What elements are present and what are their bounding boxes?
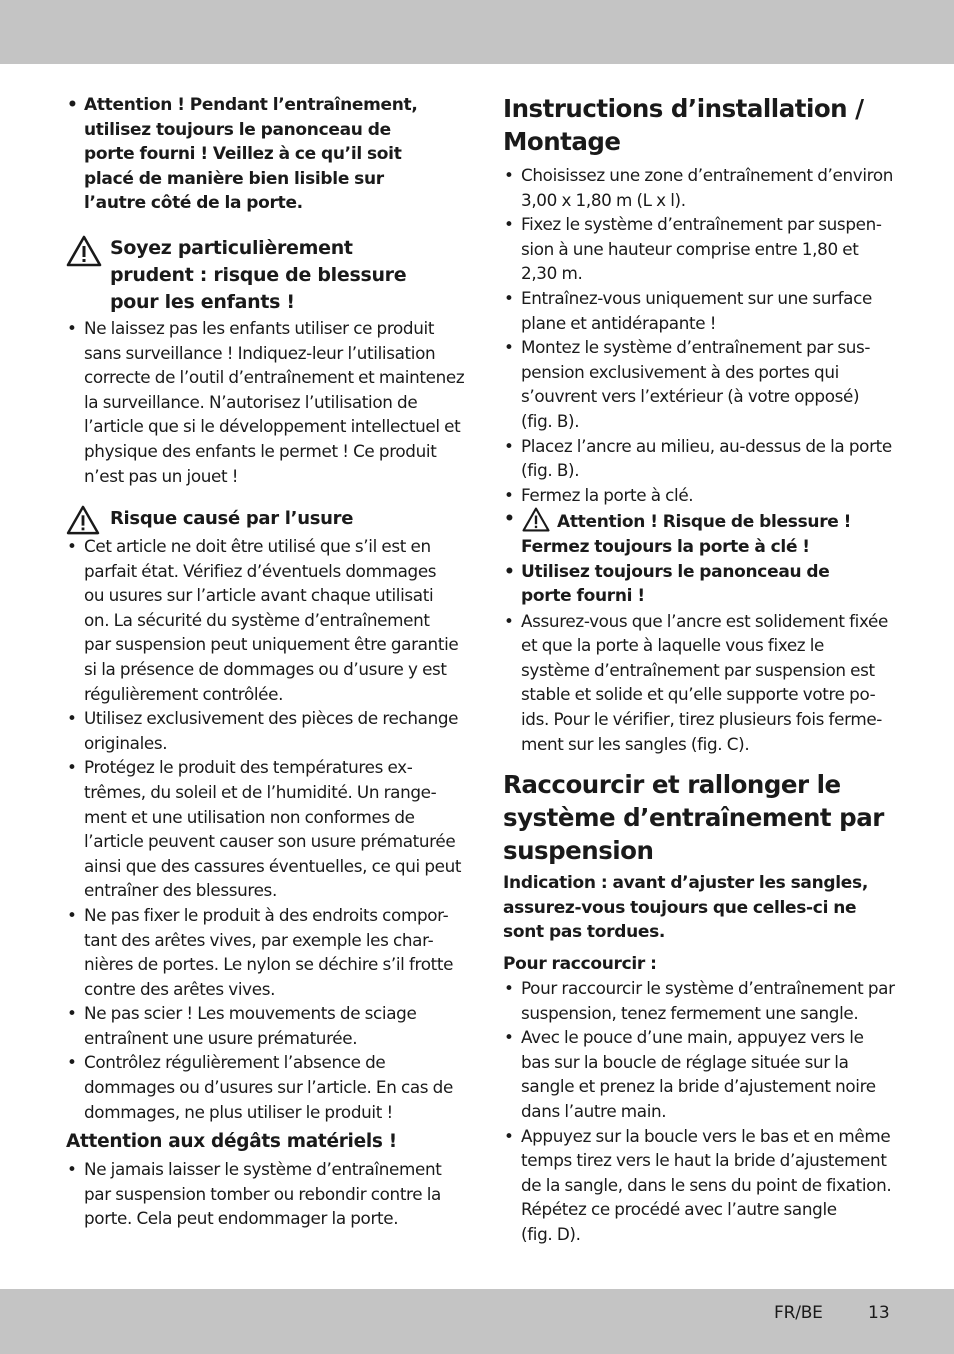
adjust-title: Raccourcir et rallonger le système d’entraînement par suspension — [503, 770, 884, 865]
warning-triangle-icon — [521, 507, 551, 532]
list-item: • Pour raccourcir le système d’entraînement par suspension, tenez fermement une sangle. — [503, 976, 895, 1025]
children-warning-heading — [66, 235, 406, 316]
shorten-list — [503, 976, 895, 1247]
warning-triangle-icon — [66, 505, 100, 535]
list-item: • Avec le pouce d’une main, appuyez vers le bas sur la boucle de réglage située sur la sangle et prenez la bride d’ajustement noire dans l’autre main. — [503, 1025, 895, 1123]
header-band — [0, 0, 954, 64]
damage-title: Attention aux dégâts matériels ! — [66, 1131, 397, 1152]
list-item: • Attention ! Pendant l’entraînement, utilisez toujours le panonceau de porte fourni ! Veillez à ce qu’il soit placé de manière bien lisible sur l’autre côté de la porte. — [66, 93, 418, 216]
list-item: • Utilisez exclusivement des pièces de rechange originales. — [66, 706, 461, 755]
list-item: • Entraînez-vous uniquement sur une surface plane et antidérapante ! — [503, 286, 893, 335]
list-item: • Cet article ne doit être utilisé que s’il est en parfait état. Vérifiez d’éventuels dommages ou usures sur l’article avant chaque utilisati on. La sécurité du système d’entraînement par suspension peut uniquement être garantie si la présence de dommages ou d’usure y est régulièrement contrôlée. — [66, 534, 461, 706]
wear-warning-heading — [66, 505, 353, 529]
install-title: Instructions d’installation / Montage — [503, 94, 864, 156]
list-item: • Placez l’ancre au milieu, au-dessus de la porte (fig. B). — [503, 434, 893, 483]
list-item: • Assurez-vous que l’ancre est solidement fixée et que la porte à laquelle vous fixez le système d’entraînement par suspension est stable et solide et qu’elle supporte votre po- ids. Pour le vérifier, tirez plusieurs fois ferme- ment sur les sangles (fig. C). — [503, 609, 893, 757]
wear-warning-list — [66, 534, 461, 1124]
list-item: • Ne laissez pas les enfants utiliser ce produit sans surveillance ! Indiquez-leur l’utilisation correcte de l’outil d’entraînement et maintenez la surveillance. N’autorisez l’utilisation de l’article que si le développement intellectuel et physique des enfants le permet ! Ce produit n’est pas un jouet ! — [66, 316, 464, 488]
shorten-subtitle: Pour raccourcir : — [503, 954, 657, 974]
list-item: • Choisissez une zone d’entraînement d’environ 3,00 x 1,80 m (L x l). — [503, 163, 893, 212]
list-item: • Fermez la porte à clé. — [503, 483, 893, 508]
intro-warning-list — [66, 93, 418, 216]
list-item: • Ne pas fixer le produit à des endroits compor- tant des arêtes vives, par exemple les char- nières de portes. Le nylon se déchire s’il frotte contre des arêtes vives. — [66, 903, 461, 1001]
list-item: • Appuyez sur la boucle vers le bas et en même temps tirez vers le haut la bride d’ajustement de la sangle, dans le sens du point de fixation. Répétez ce procédé avec l’autre sangle (fig. D). — [503, 1124, 895, 1247]
warning-triangle-icon — [66, 235, 102, 267]
list-item: • Utilisez toujours le panonceau de porte fourni ! — [503, 560, 893, 609]
list-item: • Contrôlez régulièrement l’absence de dommages ou d’usures sur l’article. En cas de dommages, ne plus utiliser le produit ! — [66, 1050, 461, 1124]
list-item: • Fixez le système d’entraînement par suspen- sion à une hauteur comprise entre 1,80 et 2,30 m. — [503, 212, 893, 286]
children-warning-title: Soyez particulièrement prudent : risque de blessure pour les enfants ! — [110, 237, 407, 313]
list-item: • Ne jamais laisser le système d’entraînement par suspension tomber ou rebondir contre la porte. Cela peut endommager la porte. — [66, 1157, 442, 1231]
list-item: • Montez le système d’entraînement par sus- pension exclusivement à des portes qui s’ouvrent vers l’extérieur (à votre opposé) (fig. B). — [503, 335, 893, 433]
install-list — [503, 163, 893, 756]
children-warning-list — [66, 316, 464, 488]
list-item: • Attention ! Risque de blessure ! Fermez toujours la porte à clé ! — [503, 507, 893, 559]
footer-language: FR/BE — [774, 1303, 823, 1323]
list-item: • Protégez le produit des températures ex- trêmes, du soleil et de l’humidité. Un range- ment et une utilisation non conformes de l’article peuvent causer son usure prématurée ainsi que des cassures éventuelles, ce qui peut entraîner des blessures. — [66, 755, 461, 903]
list-item: • Ne pas scier ! Les mouvements de sciage entraînent une usure prématurée. — [66, 1001, 461, 1050]
adjust-note: Indication : avant d’ajuster les sangles, assurez-vous toujours que celles-ci ne sont pas tordues. — [503, 873, 869, 943]
damage-list — [66, 1157, 442, 1231]
wear-warning-title: Risque causé par l’usure — [110, 508, 354, 529]
page-number: 13 — [868, 1303, 890, 1323]
